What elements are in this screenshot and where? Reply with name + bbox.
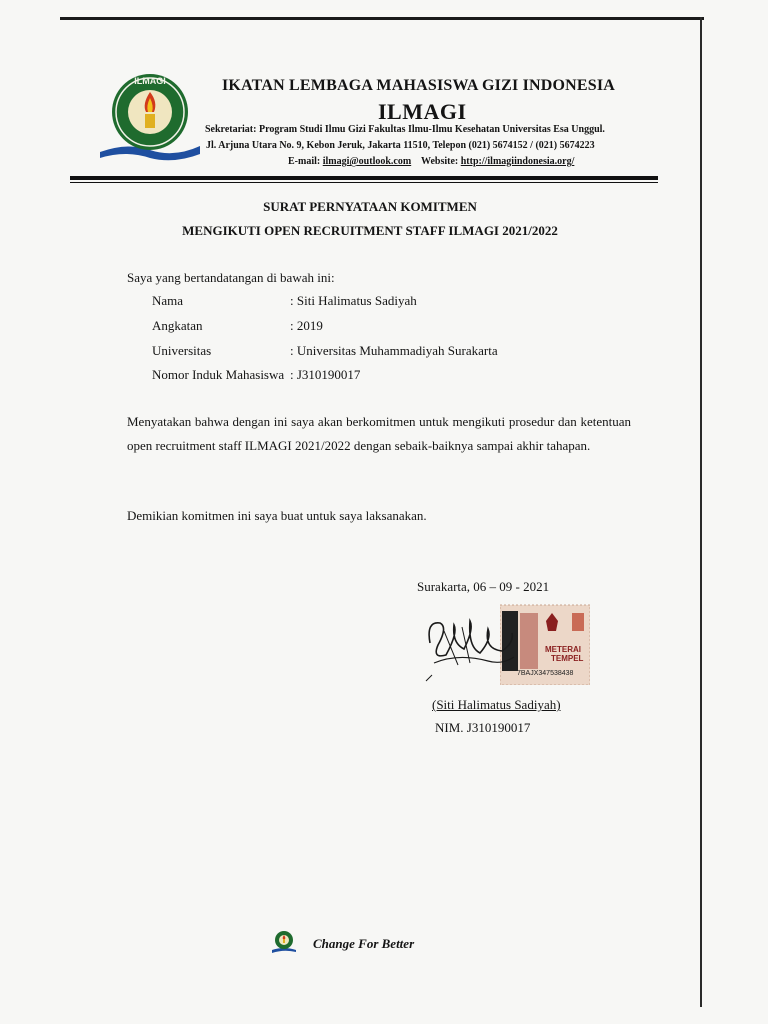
field-label-nama: Nama <box>152 293 184 308</box>
org-abbreviation: ILMAGI <box>378 99 467 124</box>
email-link[interactable]: ilmagi@outlook.com <box>322 156 412 167</box>
intro-text: Saya yang bertandatangan di bawah ini: <box>127 270 335 285</box>
stamp-label-meterai: METERAI <box>545 645 581 654</box>
signer-name: (Siti Halimatus Sadiyah) <box>432 697 561 712</box>
header-rule-thick <box>70 176 658 180</box>
address-line: Jl. Arjuna Utara No. 9, Kebon Jeruk, Jakarta 11510, Telepon (021) 5674152 / (021) 5674223 <box>206 140 595 151</box>
field-label-nim: Nomor Induk Mahasiswa <box>152 367 285 382</box>
footer-logo-icon <box>272 930 296 954</box>
field-value-universitas: : Universitas Muhammadiyah Surakarta <box>290 343 498 358</box>
field-label-universitas: Universitas <box>152 343 212 358</box>
field-label-angkatan: Angkatan <box>152 318 203 333</box>
footer-tagline: Change For Better <box>313 936 415 951</box>
page-edge-top <box>60 17 704 20</box>
signer-nim: NIM. J310190017 <box>435 720 531 735</box>
closing-text: Demikian komitmen ini saya buat untuk saya laksanakan. <box>127 508 427 523</box>
website-label: Website: <box>421 156 459 167</box>
stamp-label-tempel: TEMPEL <box>551 654 584 663</box>
logo-lettering: ILMAGI <box>134 76 166 86</box>
field-value-nama: : Siti Halimatus Sadiyah <box>290 293 417 308</box>
email-label: E-mail: <box>288 156 321 167</box>
org-name: IKATAN LEMBAGA MAHASISWA GIZI INDONESIA <box>222 77 616 94</box>
ilmagi-logo <box>98 68 202 164</box>
field-value-angkatan: : 2019 <box>290 318 323 333</box>
secretariat-line: Sekretariat: Program Studi Ilmu Gizi Fakultas Ilmu-Ilmu Kesehatan Universitas Esa Unggul. <box>205 124 605 135</box>
website-link[interactable]: http://ilmagiindonesia.org/ <box>460 156 575 167</box>
document-title: SURAT PERNYATAAN KOMITMEN <box>263 199 477 214</box>
statement-paragraph: Menyatakan bahwa dengan ini saya akan berkomitmen untuk mengikuti prosedur dan ketentuan open recruitment staff ILMAGI 2021/2022 dengan sebaik-baiknya sampai akhir tahapan. <box>127 414 631 453</box>
place-date: Surakarta, 06 – 09 - 2021 <box>417 579 550 594</box>
stamp-serial: 7BAJX347538438 <box>517 670 574 677</box>
document-subtitle: MENGIKUTI OPEN RECRUITMENT STAFF ILMAGI 2021/2022 <box>182 223 558 238</box>
page-edge-right <box>700 17 702 1007</box>
contact-line <box>288 156 574 167</box>
field-value-nim: : J310190017 <box>290 367 361 382</box>
header-rule-thin <box>70 182 658 183</box>
handwritten-signature <box>418 603 518 685</box>
